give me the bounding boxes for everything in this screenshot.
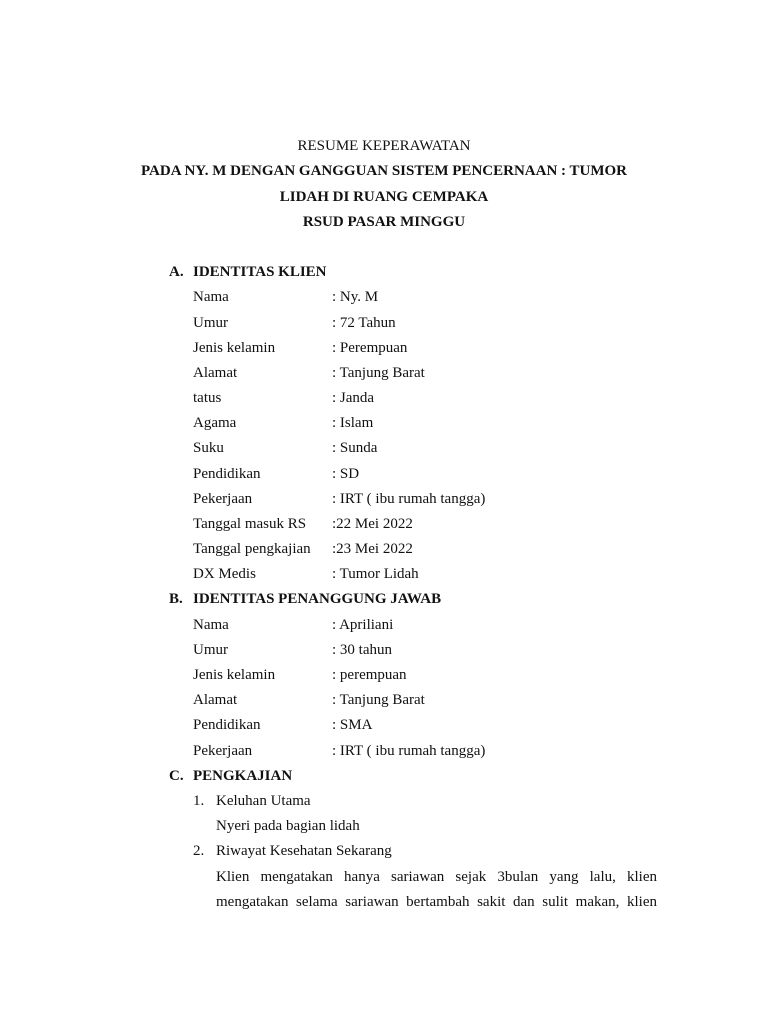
field-value: : Ny. M	[332, 289, 379, 305]
field-value: : Perempuan	[332, 340, 408, 356]
field-value: : SD	[332, 466, 360, 482]
list-item-title: Keluhan Utama	[216, 793, 311, 809]
field-label: Jenis kelamin	[193, 340, 276, 356]
field-value: : 72 Tahun	[332, 315, 396, 331]
field-label: Alamat	[193, 365, 238, 381]
title-line-3: LIDAH DI RUANG CEMPAKA	[279, 189, 489, 205]
field-label: Jenis kelamin	[193, 667, 276, 683]
field-value: : Sunda	[332, 440, 378, 456]
field-value: : Tumor Lidah	[332, 566, 419, 582]
field-label: Nama	[193, 289, 229, 305]
list-number: 1.	[193, 793, 205, 809]
field-value: :22 Mei 2022	[332, 516, 413, 532]
field-value: : perempuan	[332, 667, 407, 683]
field-label: Suku	[193, 440, 224, 456]
section-b-heading: IDENTITAS PENANGGUNG JAWAB	[193, 591, 442, 607]
section-b-marker: B.	[169, 591, 183, 607]
field-label: Nama	[193, 617, 229, 633]
list-number: 2.	[193, 843, 205, 859]
field-value: : IRT ( ibu rumah tangga)	[332, 743, 486, 759]
section-c-marker: C.	[169, 768, 184, 784]
field-label: Umur	[193, 642, 228, 658]
list-item-title: Riwayat Kesehatan Sekarang	[216, 843, 392, 859]
paragraph-line: mengatakan selama sariawan bertambah sakit dan sulit makan, klien	[216, 894, 657, 910]
field-label: tatus	[193, 390, 222, 406]
field-value: : Islam	[332, 415, 374, 431]
list-item-text: Nyeri pada bagian lidah	[216, 818, 360, 834]
field-label: Pendidikan	[193, 717, 261, 733]
field-label: Alamat	[193, 692, 238, 708]
section-c-heading: PENGKAJIAN	[193, 768, 293, 784]
title-line-1: RESUME KEPERAWATAN	[297, 138, 471, 154]
field-label: Umur	[193, 315, 228, 331]
paragraph-line: Klien mengatakan hanya sariawan sejak 3bulan yang lalu, klien	[216, 869, 657, 885]
field-label: DX Medis	[193, 566, 256, 582]
field-label: Pendidikan	[193, 466, 261, 482]
field-value: : Apriliani	[332, 617, 394, 633]
field-value: : Tanjung Barat	[332, 365, 425, 381]
field-label: Pekerjaan	[193, 491, 253, 507]
field-label: Tanggal masuk RS	[193, 516, 307, 532]
field-value: : 30 tahun	[332, 642, 392, 658]
field-value: :23 Mei 2022	[332, 541, 413, 557]
section-a-heading: IDENTITAS KLIEN	[193, 264, 327, 280]
field-label: Pekerjaan	[193, 743, 253, 759]
title-line-4: RSUD PASAR MINGGU	[302, 214, 466, 230]
field-value: : Tanjung Barat	[332, 692, 425, 708]
title-line-2: PADA NY. M DENGAN GANGGUAN SISTEM PENCERNAAN : TUMOR	[141, 163, 627, 179]
field-label: Agama	[193, 415, 237, 431]
field-value: : SMA	[332, 717, 373, 733]
field-label: Tanggal pengkajian	[193, 541, 311, 557]
field-value: : Janda	[332, 390, 375, 406]
field-value: : IRT ( ibu rumah tangga)	[332, 491, 486, 507]
section-a-marker: A.	[169, 264, 184, 280]
